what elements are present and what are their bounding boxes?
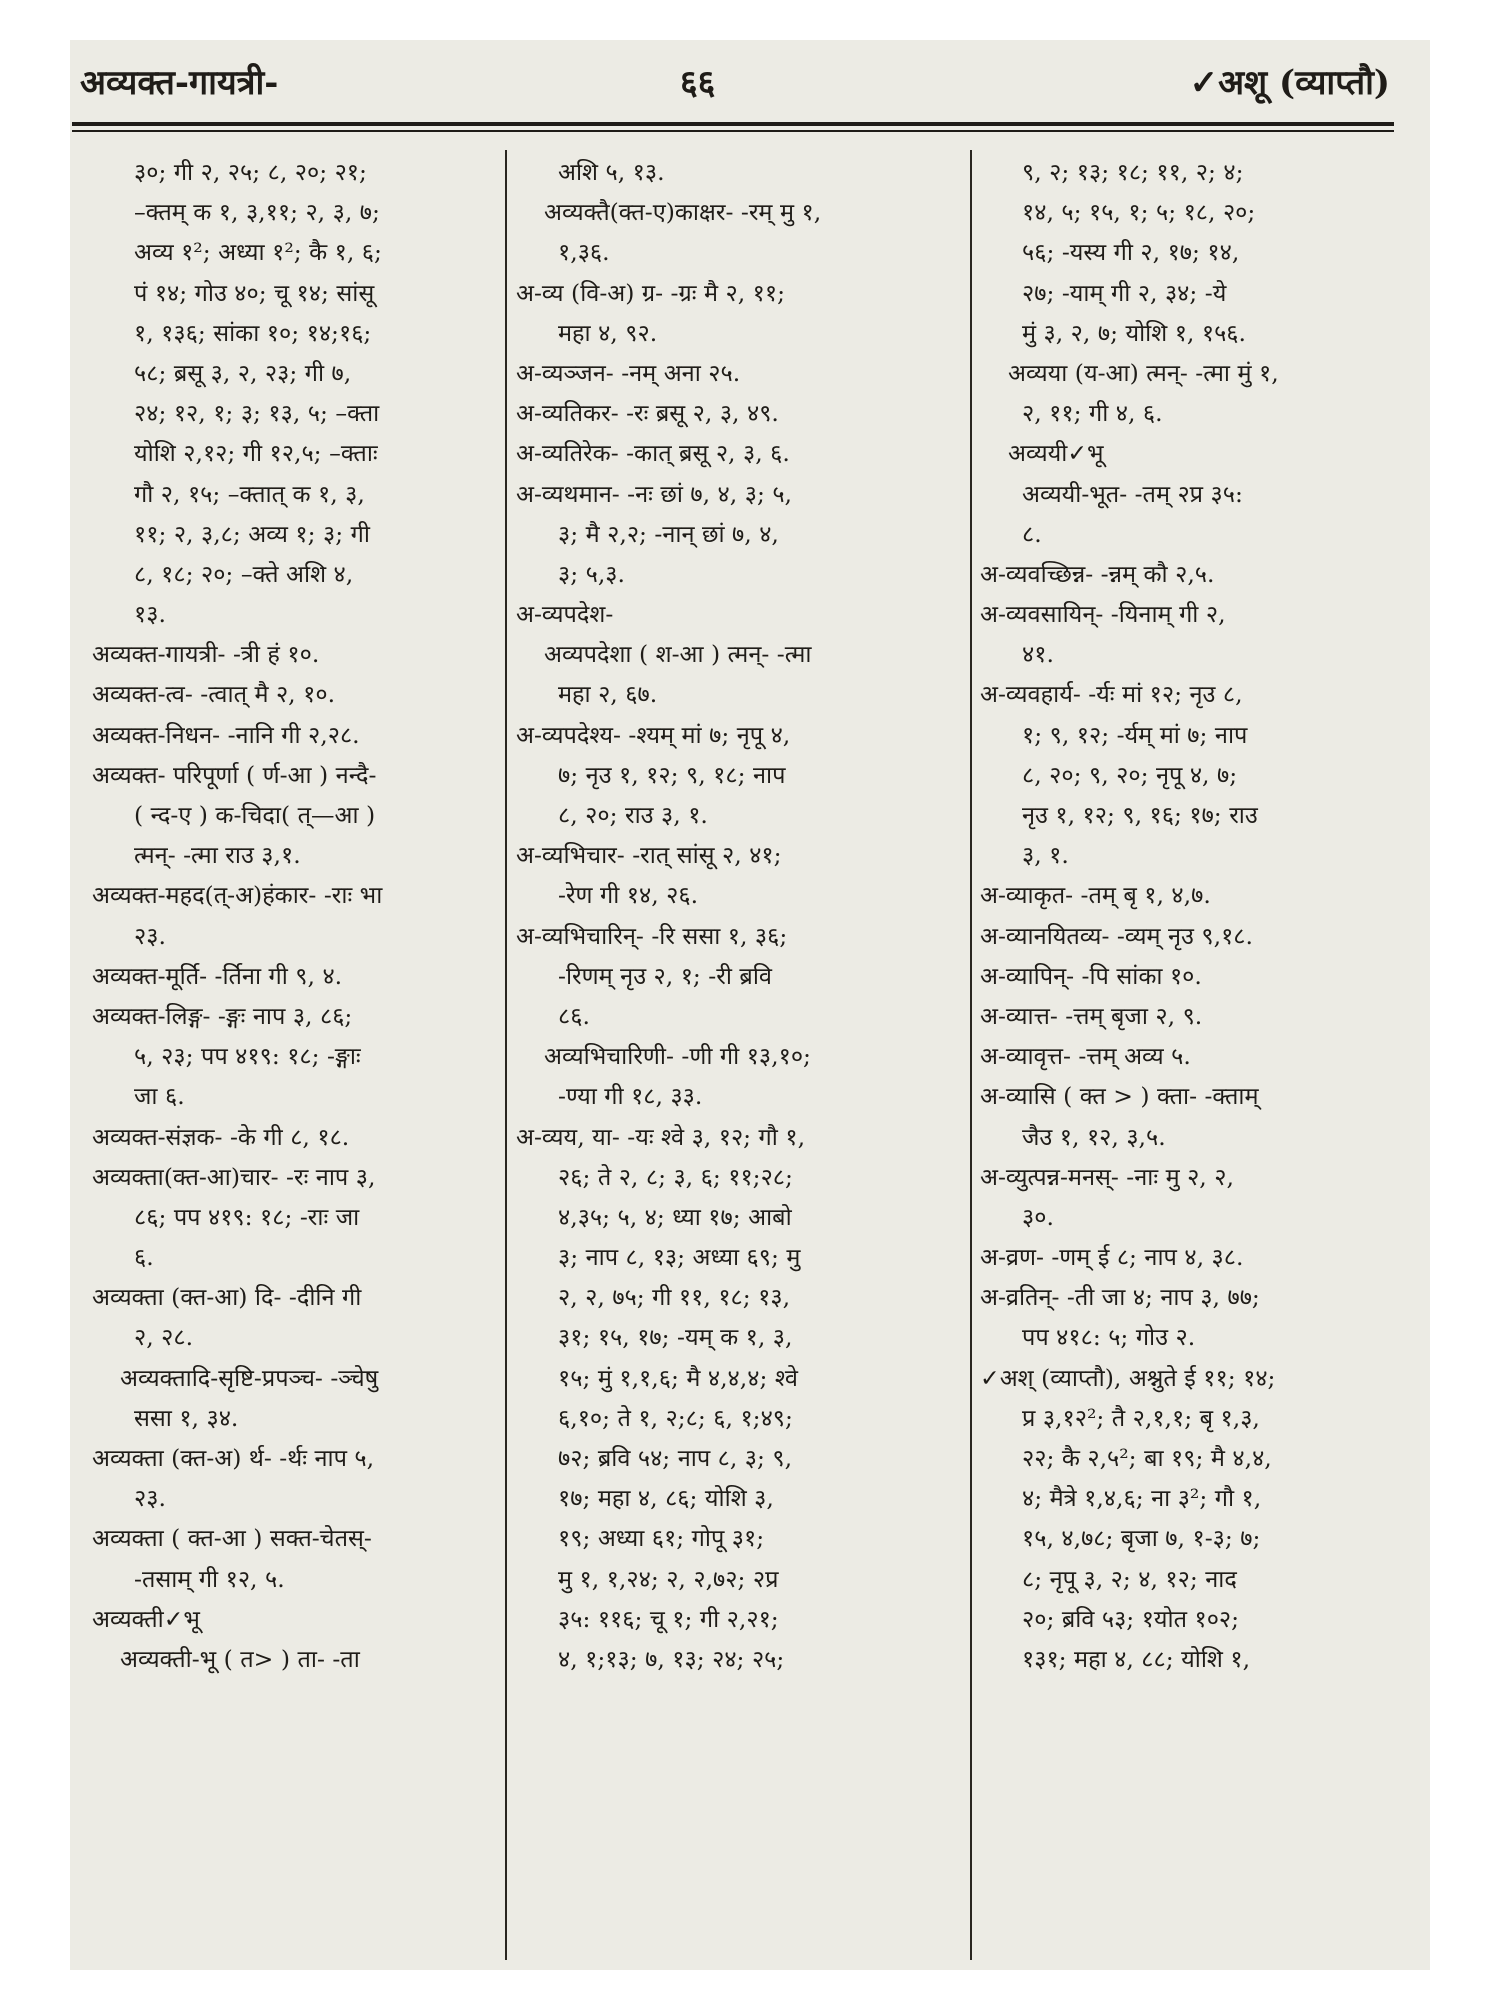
entry-line: ३, १. <box>1022 841 1069 870</box>
entry-line: २६; ते २, ८; ३, ६; ११;२८; <box>558 1162 793 1191</box>
entry-line: १३१; महा ४, ८८; योशि १, <box>1022 1644 1251 1673</box>
column-3 <box>980 152 1400 1962</box>
entry-line: जैउ १, १२, ३,५. <box>1022 1122 1166 1151</box>
entry-headword-line: अ-व्यवसायिन्- -यिनाम् गी २, <box>980 600 1226 629</box>
entry-line: ११; २, ३,८; अव्य १; ३; गी <box>134 519 370 548</box>
page-number: ६६ <box>680 63 716 103</box>
entry-line: ३५: ११६; चू १; गी २,२१; <box>558 1604 779 1633</box>
entry-line: पप ४१८: ५; गोउ २. <box>1022 1323 1196 1352</box>
header-right-guideword: ✓अशू (व्याप्तौ) <box>1189 63 1390 103</box>
entry-line: -रेण गी १४, २६. <box>558 881 699 910</box>
entry-headword-line: अव्यक्ता(क्त-आ)चार- -रः नाप ३, <box>92 1162 376 1191</box>
header-left-guideword: अव्यक्त-गायत्री- <box>80 63 279 103</box>
entry-line: अशि ५, १३. <box>558 158 665 186</box>
column-2 <box>516 152 964 1962</box>
entry-line: ८, १८; २०; –क्ते अशि ४, <box>134 559 354 588</box>
entry-line: ३१; १५, १७; -यम् क १, ३, <box>558 1323 793 1352</box>
entry-line: ३०; गी २, २५; ८, २०; २१; <box>134 158 367 186</box>
entry-line: २, २, ७५; गी ११, १८; १३, <box>558 1283 791 1312</box>
entry-headword-line: ✓अश् (व्याप्तौ), अश्नुते ई ११; १४; <box>980 1363 1276 1392</box>
entry-line: -तसाम् गी १२, ५. <box>134 1564 285 1593</box>
entry-headword-line: अ-व्रतिन्- -ती जा ४; नाप ३, ७७; <box>980 1283 1260 1312</box>
column-divider-2 <box>970 150 972 1960</box>
entry-line: अव्य १²; अध्या १²; कै १, ६; <box>134 238 382 267</box>
entry-headword-line: अ-व्यानयितव्य- -व्यम् नृउ ९,१८. <box>980 921 1253 950</box>
entry-line: ६,१०; ते १, २;८; ६, १;४९; <box>558 1403 793 1432</box>
entry-line: ८; नृपू ३, २; ४, १२; नाद <box>1022 1564 1237 1593</box>
entry-headword-line: अ-व्यभिचारिन्- -रि ससा १, ३६; <box>516 921 788 950</box>
entry-line: अव्यया (य-आ) त्मन्- -त्मा मुं १, <box>1008 358 1279 387</box>
entry-line: मुं ३, २, ७; योशि १, १५६. <box>1022 318 1246 347</box>
entry-line: अव्यक्तै(क्त-ए)काक्षर- -रम् मु १, <box>544 198 822 227</box>
entry-line: २, २८. <box>134 1323 194 1352</box>
entry-line: नृउ १, १२; ९, १६; १७; राउ <box>1022 801 1258 829</box>
entry-line: योशि २,१२; गी १२,५; –क्ताः <box>134 439 378 468</box>
entry-line: ४; मैत्रे १,४,६; ना ३²; गौ १, <box>1022 1484 1262 1513</box>
entry-line: ६. <box>134 1243 154 1272</box>
entry-headword-line: अ-व्यावृत्त- -त्तम् अव्य ५. <box>980 1042 1191 1071</box>
entry-line: ५६; -यस्य गी २, १७; १४, <box>1022 238 1240 267</box>
entry-line: २२; कै २,५²; बा १९; मै ४,४, <box>1022 1444 1272 1472</box>
entry-line: १५; मुं १,१,६; मै ४,४,४; श्वे <box>558 1363 798 1392</box>
entry-headword-line: अव्यक्त-निधन- -नानि गी २,२८. <box>92 720 360 749</box>
entry-line: अव्यक्तादि-सृष्टि-प्रपञ्च- -ञ्चेषु <box>120 1363 379 1392</box>
entry-line: २३. <box>134 921 166 950</box>
header-rule-thin <box>72 130 1394 132</box>
entry-line: २४; १२, १; ३; १३, ५; –क्ता <box>134 399 380 428</box>
entry-headword-line: अव्यक्त-महद(त्-अ)हंकार- -राः भा <box>92 881 383 910</box>
entry-line: पं १४; गोउ ४०; चू १४; सांसू <box>134 278 375 307</box>
entry-headword-line: अ-व्यतिरेक- -कात् ब्रसू २, ३, ६. <box>516 439 790 468</box>
entry-line: गौ २, १५; –क्तात् क १, ३, <box>134 479 365 508</box>
entry-headword-line: अ-व्रण- -णम् ई ८; नाप ४, ३८. <box>980 1243 1244 1272</box>
entry-line: २, ११; गी ४, ६. <box>1022 399 1163 428</box>
entry-headword-line: अव्यक्त-गायत्री- -त्री हं १०. <box>92 640 320 669</box>
entry-headword-line: अ-व्याकृत- -तम् बृ १, ४,७. <box>980 881 1211 910</box>
entry-headword-line: अव्यक्त-त्व- -त्वात् मै २, १०. <box>92 680 336 709</box>
entry-line: ४, १;१३; ७, १३; २४; २५; <box>558 1644 785 1673</box>
entry-line: -ण्या गी १८, ३३. <box>558 1082 703 1111</box>
column-1 <box>92 152 500 1962</box>
entry-line: ८, २०; ९, २०; नृपू ४, ७; <box>1022 760 1238 789</box>
entry-line: १,३६. <box>558 238 610 267</box>
entry-headword-line: अ-व्यतिकर- -रः ब्रसू २, ३, ४९. <box>516 399 779 428</box>
entry-headword-line: अ-व्यय, या- -यः श्वे ३, १२; गौ १, <box>516 1122 806 1151</box>
entry-headword-line: अ-व्यपदेश्य- -श्यम् मां ७; नृपू ४, <box>516 720 791 749</box>
entry-line: ५८; ब्रसू ३, २, २३; गी ७, <box>134 358 352 387</box>
entry-line: ५, २३; पप ४१९: १८; -ङ्गाः <box>134 1042 361 1071</box>
entry-headword-line: अव्यक्ती✓भू <box>92 1604 200 1633</box>
entry-line: १५, ४,७८; बृजा ७, १-३; ७; <box>1022 1524 1261 1553</box>
entry-line: ३; नाप ८, १३; अध्या ६९; मु <box>558 1243 801 1272</box>
entry-line: १४, ५; १५, १; ५; १८, २०; <box>1022 198 1256 227</box>
entry-line: महा ४, ९२. <box>558 318 658 347</box>
entry-line: त्मन्- -त्मा राउ ३,१. <box>134 841 301 870</box>
entry-headword-line: अ-व्यञ्जन- -नम् अना २५. <box>516 358 741 387</box>
entry-line: ८६; पप ४१९: १८; -राः जा <box>134 1202 360 1231</box>
entry-line: अव्यभिचारिणी- -णी गी १३,१०; <box>544 1042 811 1071</box>
entry-line: ( न्द-ए ) क-चिदा( त्—आ ) <box>134 801 376 829</box>
entry-line: ३; ५,३. <box>558 559 625 588</box>
entry-headword-line: अ-व्य (वि-अ) ग्र- -ग्रः मै २, ११; <box>516 278 786 307</box>
entry-line: ४१. <box>1022 640 1054 669</box>
entry-headword-line: अव्यक्ता (क्त-अ) र्थ- -र्थः नाप ५, <box>92 1444 375 1472</box>
entry-headword-line: अ-व्युत्पन्न-मनस्- -नाः मु २, २, <box>980 1162 1234 1191</box>
entry-headword-line: अ-व्यासि ( क्त > ) क्ता- -क्ताम् <box>980 1082 1259 1111</box>
entry-headword-line: अव्यक्ता ( क्त-आ ) सक्त-चेतस्- <box>92 1524 372 1553</box>
entry-headword-line: अ-व्यापिन्- -पि सांका १०. <box>980 961 1202 990</box>
header-rule-thick <box>72 122 1394 126</box>
entry-headword-line: अ-व्यभिचार- -रात् सांसू २, ४१; <box>516 841 782 870</box>
entry-line: ससा १, ३४. <box>134 1403 239 1432</box>
entry-line: १९; अध्या ६१; गोपू ३१; <box>558 1524 765 1553</box>
entry-line: अव्यपदेशा ( श-आ ) त्मन्- -त्मा <box>544 640 812 669</box>
entry-line: महा २, ६७. <box>558 680 658 709</box>
entry-line: २३. <box>134 1484 166 1513</box>
entry-line: ९, २; १३; १८; ११, २; ४; <box>1022 158 1244 186</box>
entry-line: ३; मै २,२; -नान् छां ७, ४, <box>558 519 779 548</box>
entry-line: १३. <box>134 600 166 629</box>
entry-headword-line: अव्यक्त-लिङ्ग- -ङ्गः नाप ३, ८६; <box>92 1001 353 1030</box>
entry-headword-line: अव्यक्त-संज्ञक- -के गी ८, १८. <box>92 1122 350 1151</box>
entry-headword-line: अव्यक्ता (क्त-आ) दि- -दीनि गी <box>92 1283 362 1312</box>
entry-line: जा ६. <box>134 1082 185 1111</box>
entry-headword-line: अ-व्यथमान- -नः छां ७, ४, ३; ५, <box>516 479 793 508</box>
entry-headword-line: अव्यक्त-मूर्ति- -र्तिना गी ९, ४. <box>92 961 343 990</box>
entry-line: २७; -याम् गी २, ३४; -ये <box>1022 278 1227 307</box>
entry-line: ३०. <box>1022 1202 1054 1231</box>
entry-line: १; ९, १२; -र्यम् मां ७; नाप <box>1022 720 1248 749</box>
entry-line: ८६. <box>558 1001 590 1030</box>
entry-headword-line: अ-व्यपदेश- <box>516 600 614 629</box>
entry-line: ८, २०; राउ ३, १. <box>558 801 708 829</box>
entry-line: १७; महा ४, ८६; योशि ३, <box>558 1484 774 1513</box>
entry-line: ७२; ब्रवि ५४; नाप ८, ३; ९, <box>558 1444 793 1472</box>
column-divider-1 <box>505 150 507 1960</box>
entry-line: ७; नृउ १, १२; ९, १८; नाप <box>558 760 786 789</box>
entry-line: प्र ३,१२²; तै २,१,१; बृ १,३, <box>1022 1403 1260 1432</box>
entry-headword-line: अ-व्यवहार्य- -र्यः मां १२; नृउ ८, <box>980 680 1243 709</box>
page-header <box>70 58 1390 118</box>
entry-line: मु १, १,२४; २, २,७२; २प्र <box>558 1564 779 1593</box>
entry-line: -रिणम् नृउ २, १; -री ब्रवि <box>558 961 772 990</box>
entry-line: अव्ययी-भूत- -तम् २प्र ३५: <box>1022 479 1243 508</box>
entry-line: १, १३६; सांका १०; १४;१६; <box>134 318 372 347</box>
entry-line: अव्ययी✓भू <box>1008 439 1104 468</box>
entry-headword-line: अ-व्यवच्छिन्न- -न्नम् कौ २,५. <box>980 559 1215 588</box>
entry-line: ४,३५; ५, ४; ध्या १७; आबो <box>558 1202 792 1231</box>
entry-headword-line: अ-व्यात्त- -त्तम् बृजा २, ९. <box>980 1001 1203 1030</box>
entry-line: २०; ब्रवि ५३; १योत १०२; <box>1022 1604 1240 1633</box>
entry-line: ८. <box>1022 519 1042 548</box>
entry-line: –क्तम् क १, ३,११; २, ३, ७; <box>134 198 380 227</box>
entry-line: अव्यक्ती-भू ( त> ) ता- -ता <box>120 1644 360 1673</box>
entry-headword-line: अव्यक्त- परिपूर्णा ( र्ण-आ ) नन्दै- <box>92 760 377 789</box>
